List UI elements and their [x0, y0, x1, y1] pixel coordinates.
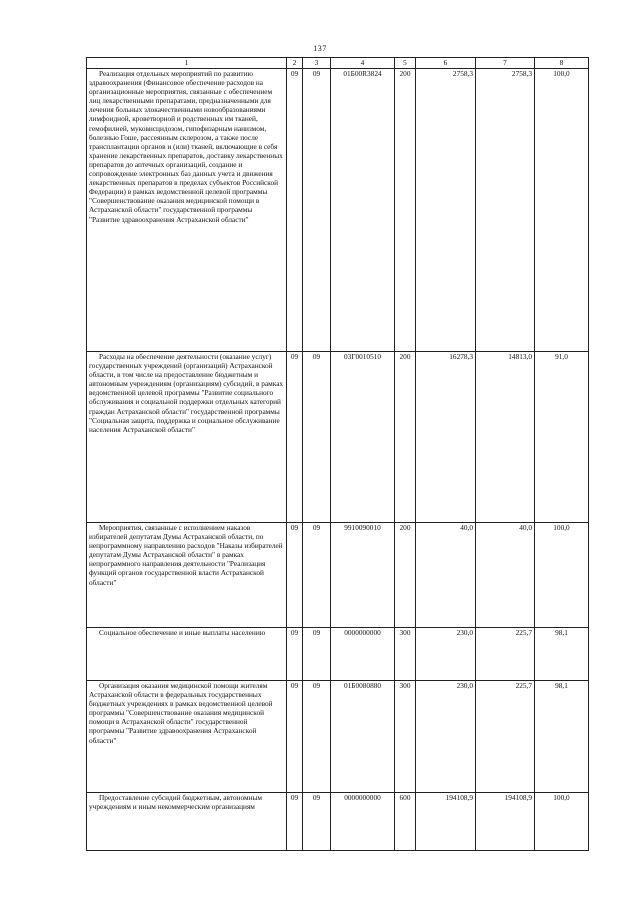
- row-planned-amount: 40,0: [416, 523, 476, 628]
- table-row: [87, 352, 589, 523]
- column-header: 4: [331, 58, 395, 69]
- row-executed-amount: 225,7: [476, 681, 535, 793]
- row-expense-type-code: 200: [395, 352, 416, 523]
- row-target-article-code: 0000000000: [331, 793, 395, 851]
- row-executed-amount: 2758,3: [476, 69, 535, 352]
- row-section-code: 09: [287, 628, 303, 681]
- row-description: Предоставление субсидий бюджетным, автономным учреждениям и иным некоммерческим организациям: [87, 793, 287, 851]
- row-subsection-code: 09: [303, 523, 331, 628]
- row-execution-percent: 100,0: [535, 69, 589, 352]
- row-execution-percent: 100,0: [535, 523, 589, 628]
- row-section-code: 09: [287, 69, 303, 352]
- row-executed-amount: 225,7: [476, 628, 535, 681]
- row-subsection-code: 09: [303, 69, 331, 352]
- row-executed-amount: 40,0: [476, 523, 535, 628]
- table-row: [87, 523, 589, 628]
- row-subsection-code: 09: [303, 628, 331, 681]
- table-header-row: [87, 58, 589, 69]
- column-header: 2: [287, 58, 303, 69]
- row-target-article-code: 03Г0010510: [331, 352, 395, 523]
- column-header: 7: [476, 58, 535, 69]
- table-row: [87, 681, 589, 793]
- row-section-code: 09: [287, 352, 303, 523]
- row-description: Социальное обеспечение и иные выплаты населению: [87, 628, 287, 681]
- row-execution-percent: 100,0: [535, 793, 589, 851]
- row-description: Реализация отдельных мероприятий по развитию здравоохранения (Финансовое обеспечение расходов на организационные мероприятия, связанные с обеспечением лиц лекарственными препаратами, предназначенными для лечения больных злокачественными новообразованиями лимфоидной, кроветворной и родственных им тканей, гемофилией, муковисцидозом, гипофизарным нанизмом, болезнью Гоше, рассеянным склерозом, а также после трансплантации органов и (или) тканей, включающие в себя хранение лекарственных препаратов, доставку лекарственных препаратов до аптечных организаций, создание и сопровождение электронных баз данных учета и движения лекарственных препаратов в пределах субъектов Российской Федерации) в рамках ведомственной целевой программы "Совершенствование оказания медицинской помощи в Астраханской области" государственной программы "Развитие здравоохранения Астраханской области": [87, 69, 287, 352]
- column-header: 8: [535, 58, 589, 69]
- row-section-code: 09: [287, 793, 303, 851]
- table-row: [87, 793, 589, 851]
- row-planned-amount: 194108,9: [416, 793, 476, 851]
- row-expense-type-code: 300: [395, 681, 416, 793]
- table-row: [87, 628, 589, 681]
- row-executed-amount: 194108,9: [476, 793, 535, 851]
- column-header: 5: [395, 58, 416, 69]
- row-planned-amount: 16278,3: [416, 352, 476, 523]
- row-executed-amount: 14813,0: [476, 352, 535, 523]
- row-planned-amount: 230,0: [416, 628, 476, 681]
- row-expense-type-code: 300: [395, 628, 416, 681]
- table-row: [87, 69, 589, 352]
- row-execution-percent: 98,1: [535, 628, 589, 681]
- row-target-article-code: 0000000000: [331, 628, 395, 681]
- column-header: 3: [303, 58, 331, 69]
- row-target-article-code: 01Б00R3824: [331, 69, 395, 352]
- row-description: Мероприятия, связанные с исполнением наказов избирателей депутатам Думы Астраханской области, по непрограммному направлению расходов "Наказы избирателей депутатам Думы Астраханской области" в рамках непрограммного направления деятельности "Реализация функций органов государственной власти Астраханской области": [87, 523, 287, 628]
- row-planned-amount: 2758,3: [416, 69, 476, 352]
- row-description: Расходы на обеспечение деятельности (оказание услуг) государственных учреждений (организаций) Астраханской области, в том числе на предоставление бюджетным и автономным учреждениям (организациям) субсидий, в рамках ведомственной целевой программы "Развитие социального обслуживания и социальной поддержки отдельных категорий граждан Астраханской области" государственной программы "Социальная защита, поддержка и социальное обслуживание населения Астраханской области": [87, 352, 287, 523]
- row-execution-percent: 91,0: [535, 352, 589, 523]
- column-header: 1: [87, 58, 287, 69]
- row-execution-percent: 98,1: [535, 681, 589, 793]
- row-planned-amount: 230,0: [416, 681, 476, 793]
- column-header: 6: [416, 58, 476, 69]
- row-expense-type-code: 200: [395, 69, 416, 352]
- row-section-code: 09: [287, 681, 303, 793]
- row-target-article-code: 01Б0080880: [331, 681, 395, 793]
- row-subsection-code: 09: [303, 352, 331, 523]
- budget-table: [86, 57, 589, 851]
- row-expense-type-code: 200: [395, 523, 416, 628]
- row-description: Организация оказания медицинской помощи жителям Астраханской области в федеральных государственных бюджетных учреждениях в рамках ведомственной целевой программы "Совершенствование оказания медицинской помощи в Астраханской области" государственной программы "Развитие здравоохранения Астраханской области": [87, 681, 287, 793]
- row-subsection-code: 09: [303, 793, 331, 851]
- row-section-code: 09: [287, 523, 303, 628]
- row-target-article-code: 9910090010: [331, 523, 395, 628]
- row-subsection-code: 09: [303, 681, 331, 793]
- page-number: 137: [313, 44, 327, 53]
- row-expense-type-code: 600: [395, 793, 416, 851]
